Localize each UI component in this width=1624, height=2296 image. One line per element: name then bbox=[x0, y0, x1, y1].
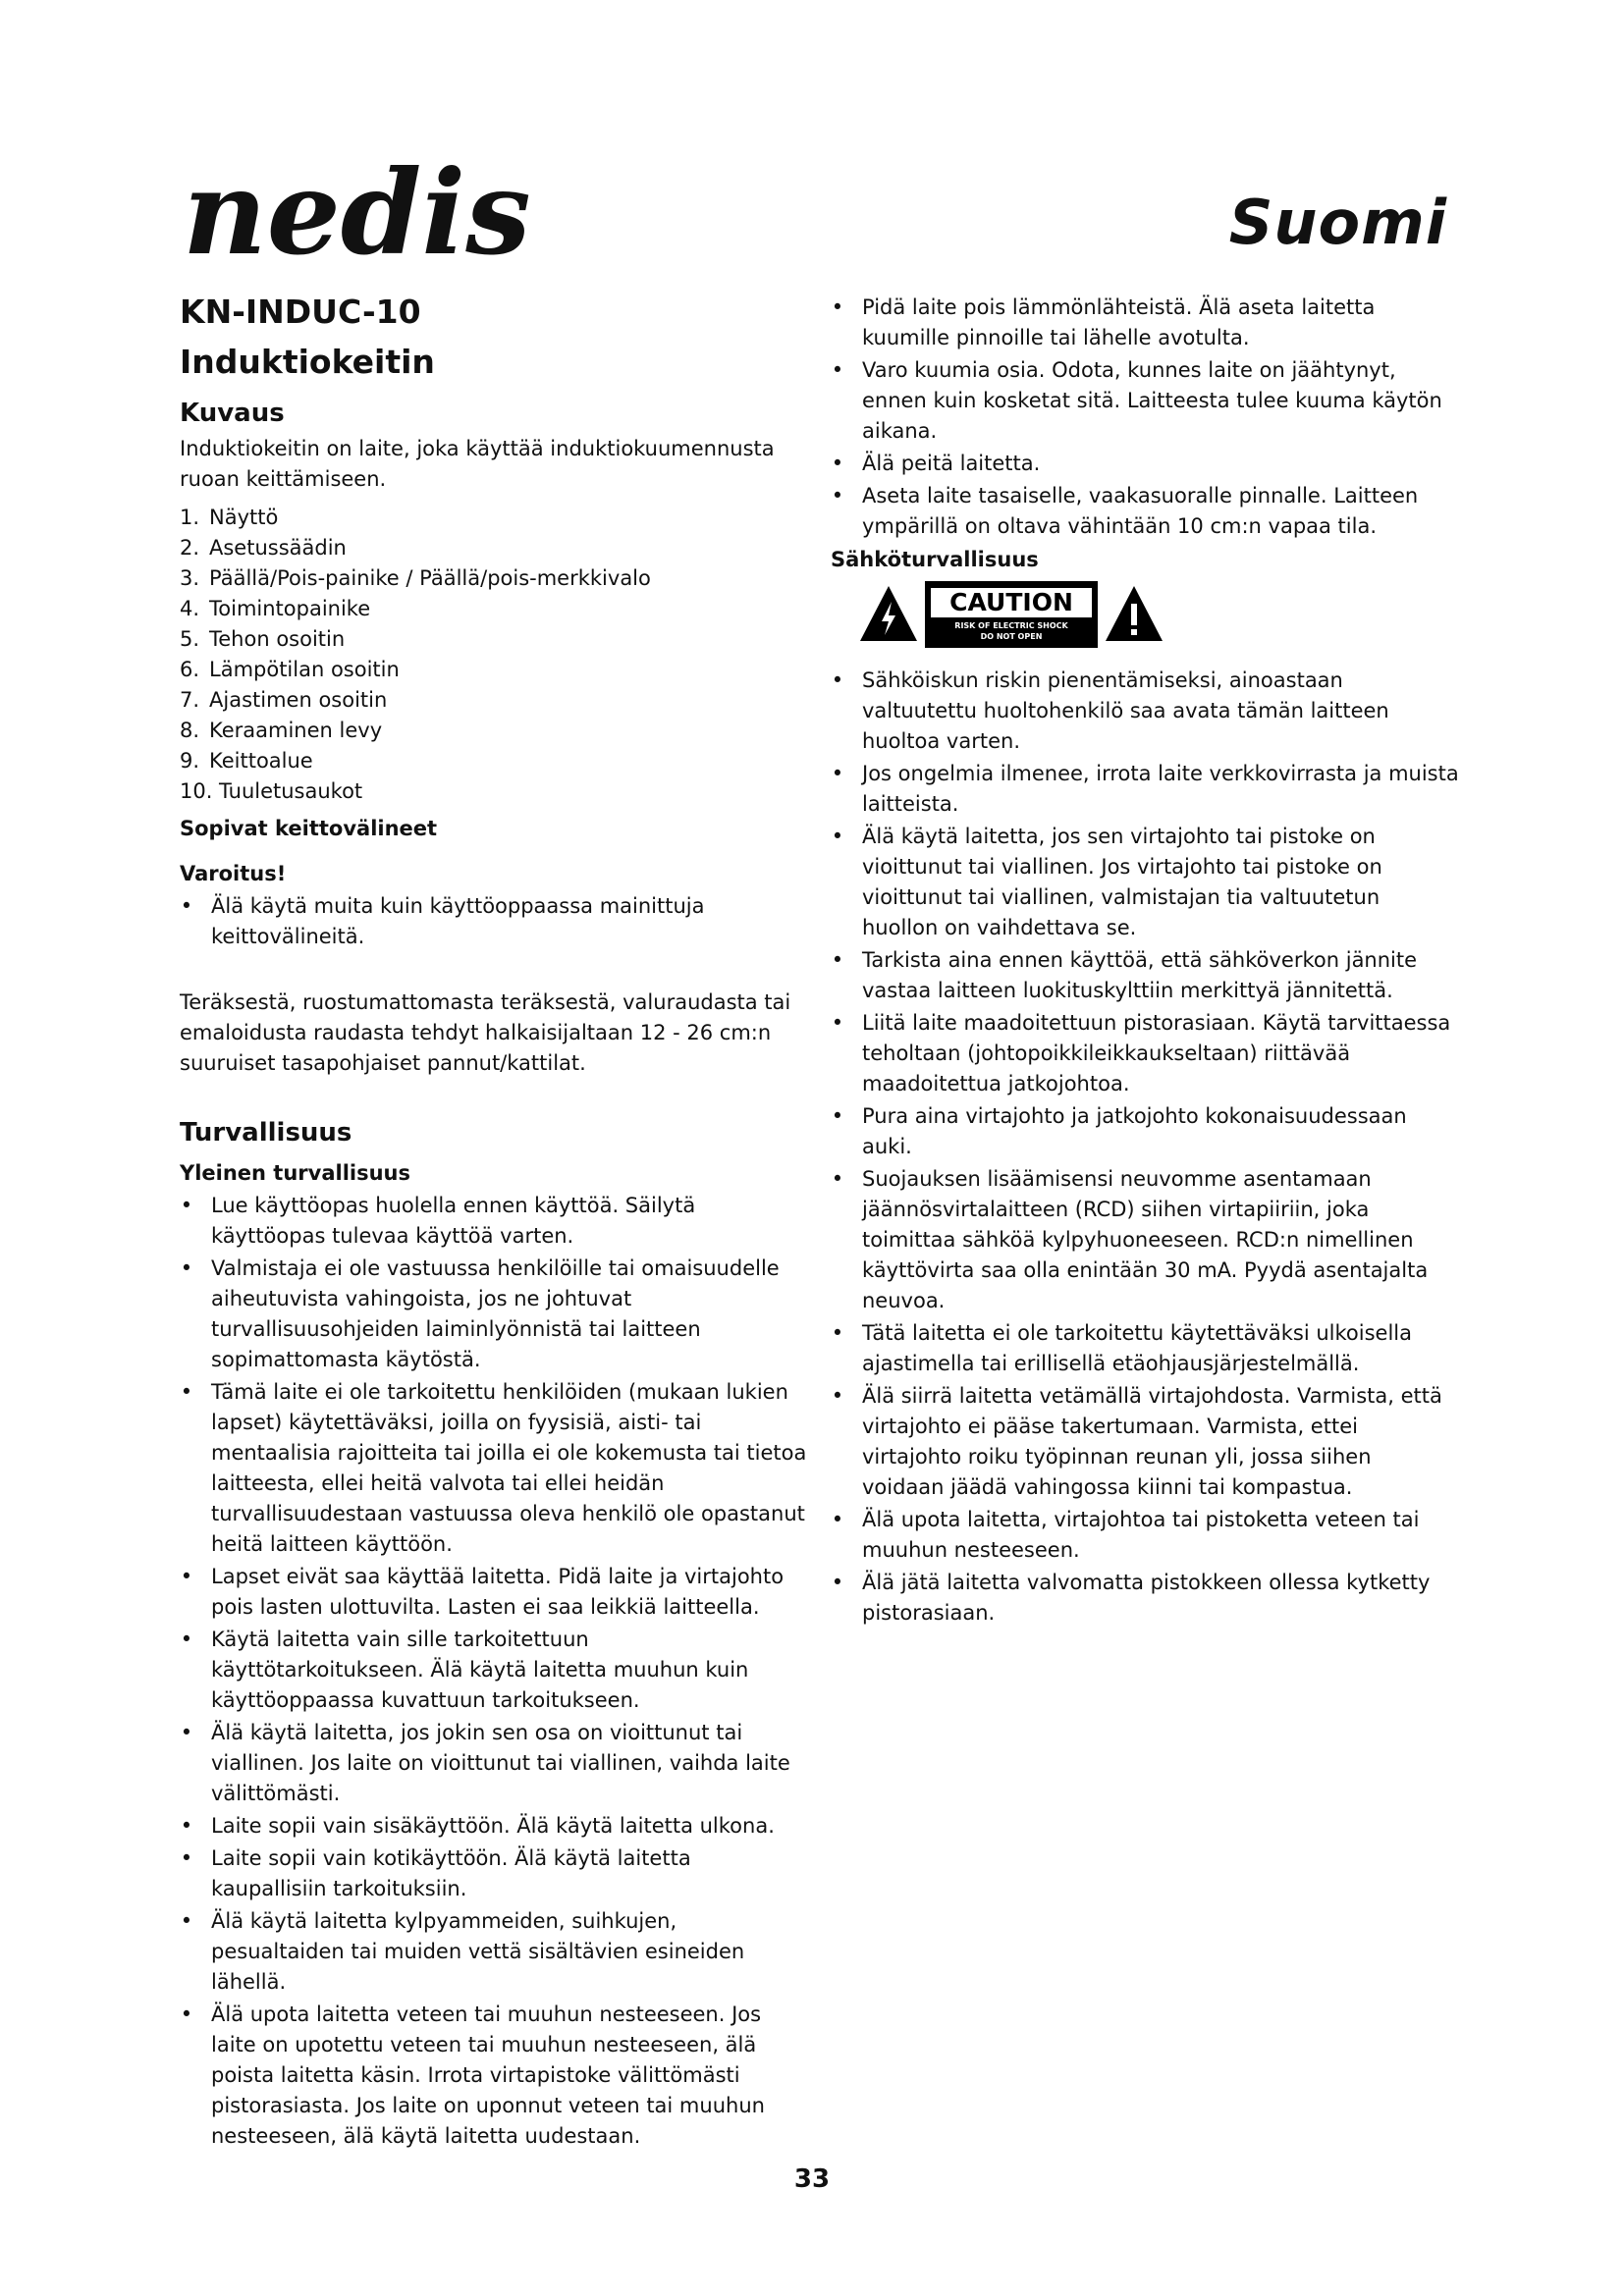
caution-line-1: RISK OF ELECTRIC SHOCK bbox=[954, 620, 1068, 630]
list-item: • Käytä laitetta vain sille tarkoitettuun käyttötarkoitukseen. Älä käytä laitetta muuhun kuin käyttöoppaassa kuvattuun tarkoitukseen. bbox=[180, 1628, 749, 1712]
cookware-heading: Sopivat keittovälineet bbox=[180, 817, 438, 840]
electric-safety-list bbox=[831, 666, 1459, 1629]
left-column bbox=[180, 293, 808, 2154]
safety-heading: Turvallisuus bbox=[180, 1118, 352, 1148]
list-item: • Pura aina virtajohto ja jatkojohto kokonaisuudessaan auki. bbox=[831, 1104, 1407, 1158]
caution-line-2: DO NOT OPEN bbox=[980, 631, 1043, 641]
list-item: • Jos ongelmia ilmenee, irrota laite verkkovirrasta ja muista laitteista. bbox=[831, 762, 1459, 816]
list-item: • Älä käytä laitetta, jos jokin sen osa on vioittunut tai viallinen. Jos laite on vioittunut tai viallinen, vaihda laite välittömästi. bbox=[180, 1721, 790, 1805]
list-item: • Älä upota laitetta veteen tai muuhun nesteeseen. Jos laite on upotettu veteen tai muuhun nesteeseen, älä poista laitetta käsin. Irrota virtapistoke välittömästi pistorasiasta. Jos laite on uponnut veteen tai muuhun nesteeseen, älä käytä laitetta uudestaan. bbox=[180, 2002, 765, 2148]
list-item: • Tämä laite ei ole tarkoitettu henkilöiden (mukaan lukien lapset) käytettäväksi, joilla on fyysisiä, aisti- tai mentaalisia rajoitteita tai joilla ei ole kokemusta tai tietoa laitteesta, ellei heitä valvota tai ellei heidän turvallisuudestaan vastuussa oleva henkilö ole opastanut heitä laitteen käyttöön. bbox=[180, 1380, 807, 1556]
list-item: • Liitä laite maadoitettuun pistorasiaan. Käytä tarvittaessa teholtaan (johtopoikkileikkaukseltaan) riittävää maadoitettua jatkojohtoa. bbox=[831, 1011, 1451, 1095]
caution-box bbox=[925, 581, 1098, 648]
electric-shock-warning-icon bbox=[858, 584, 919, 645]
list-item: • Tätä laitetta ei ole tarkoitettu käytettäväksi ulkoisella ajastimella tai erillisellä etäohjausjärjestelmällä. bbox=[831, 1321, 1412, 1375]
caution-label bbox=[858, 581, 1459, 648]
general-safety-heading: Yleinen turvallisuus bbox=[180, 1161, 410, 1185]
list-item: 9. Keittoalue bbox=[180, 749, 313, 773]
right-column bbox=[831, 293, 1459, 1630]
list-item: • Aseta laite tasaiselle, vaakasuoralle pinnalle. Laitteen ympärillä on oltava vähintään 10 cm:n vapaa tila. bbox=[831, 484, 1419, 538]
list-item: • Älä käytä muita kuin käyttöoppaassa mainittuja keittovälineitä. bbox=[180, 894, 705, 948]
list-item: • Pidä laite pois lämmönlähteistä. Älä aseta laitetta kuumille pinnoille tai lähelle avotulta. bbox=[831, 295, 1376, 349]
list-item: 7. Ajastimen osoitin bbox=[180, 688, 388, 712]
list-item: 5. Tehon osoitin bbox=[180, 627, 346, 651]
list-item: • Lapset eivät saa käyttää laitetta. Pidä laite ja virtajohto pois lasten ulottuvilta. Lasten ei saa leikkiä laitteella. bbox=[180, 1565, 785, 1619]
product-name: Induktiokeitin bbox=[180, 343, 435, 381]
list-item: • Älä peitä laitetta. bbox=[831, 452, 1041, 475]
description-intro: Induktiokeitin on laite, joka käyttää induktiokuumennusta ruoan keittämiseen. bbox=[180, 437, 775, 491]
list-item: • Älä käytä laitetta, jos sen virtajohto tai pistoke on vioittunut tai viallinen. Jos virtajohto tai pistoke on vioittunut tai viallinen, valmistajan tia valtuutetun huollon on vaihdettava se. bbox=[831, 825, 1382, 939]
list-item: 3. Päällä/Pois-painike / Päällä/pois-merkkivalo bbox=[180, 566, 651, 590]
list-item: • Suojauksen lisäämisensi neuvomme asentamaan jäännösvirtalaitteen (RCD) siihen virtapiiriin, joka toimittaa sähköä kylpyhuoneeseen. RCD:n nimellinen käyttövirta saa olla enintään 30 mA. Pyydä asentajalta neuvoa. bbox=[831, 1167, 1429, 1312]
list-item: • Sähköiskun riskin pienentämiseksi, ainoastaan valtuutettu huoltohenkilö saa avata tämän laitteen huoltoa varten. bbox=[831, 668, 1389, 753]
warning-list bbox=[180, 891, 808, 952]
list-item: 8. Keraaminen levy bbox=[180, 719, 383, 742]
list-item: 4. Toimintopainike bbox=[180, 597, 371, 620]
electric-safety-heading: Sähköturvallisuus bbox=[831, 548, 1039, 571]
description-heading: Kuvaus bbox=[180, 399, 285, 428]
model-number: KN-INDUC-10 bbox=[180, 293, 421, 331]
list-item: • Lue käyttöopas huolella ennen käyttöä. Säilytä käyttöopas tulevaa käyttöä varten. bbox=[180, 1194, 696, 1248]
list-item: • Älä jätä laitetta valvomatta pistokkeen ollessa kytketty pistorasiaan. bbox=[831, 1571, 1431, 1625]
caution-title: CAUTION bbox=[931, 588, 1092, 617]
list-item: • Varo kuumia osia. Odota, kunnes laite on jäähtynyt, ennen kuin kosketat sitä. Laitteesta tulee kuuma käytön aikana. bbox=[831, 358, 1442, 443]
general-safety-list bbox=[180, 1191, 808, 2152]
general-safety-list-continued bbox=[831, 293, 1459, 542]
list-item: • Laite sopii vain kotikäyttöön. Älä käytä laitetta kaupallisiin tarkoituksiin. bbox=[180, 1846, 691, 1900]
exclamation-warning-icon bbox=[1104, 584, 1164, 645]
nedis-logo-text: nedis bbox=[183, 147, 531, 275]
list-item: • Älä siirrä laitetta vetämällä virtajohdosta. Varmista, että virtajohto ei pääse takertumaan. Varmista, ettei virtajohto roiku työpinnan reunan yli, jossa siihen voidaan jäädä vahingossa kiinni tai kompastua. bbox=[831, 1384, 1442, 1499]
list-item: • Laite sopii vain sisäkäyttöön. Älä käytä laitetta ulkona. bbox=[180, 1814, 775, 1838]
parts-list bbox=[180, 503, 808, 807]
page-number: 33 bbox=[793, 2164, 831, 2194]
list-item: • Valmistaja ei ole vastuussa henkilöille tai omaisuudelle aiheutuvista vahingoista, jos ne johtuvat turvallisuusohjeiden laiminlyönnistä tai laitteen sopimattomasta käytöstä. bbox=[180, 1256, 780, 1371]
list-item: • Älä käytä laitetta kylpyammeiden, suihkujen, pesualtaiden tai muiden vettä sisältävien esineiden lähellä. bbox=[180, 1909, 745, 1994]
list-item: 1. Näyttö bbox=[180, 506, 279, 529]
warning-heading: Varoitus! bbox=[180, 862, 287, 885]
cookware-text: Teräksestä, ruostumattomasta teräksestä, valuraudasta tai emaloidusta raudasta tehdyt halkaisijaltaan 12 - 26 cm:n suuruiset tasapohjaiset pannut/kattilat. bbox=[180, 990, 791, 1075]
list-item: 6. Lämpötilan osoitin bbox=[180, 658, 400, 681]
list-item: 2. Asetussäädin bbox=[180, 536, 347, 560]
language-title: Suomi bbox=[1228, 187, 1447, 258]
list-item: 10. Tuuletusaukot bbox=[180, 779, 363, 803]
list-item: • Älä upota laitetta, virtajohtoa tai pistoketta veteen tai muuhun nesteeseen. bbox=[831, 1508, 1420, 1562]
list-item: • Tarkista aina ennen käyttöä, että sähköverkon jännite vastaa laitteen luokituskylttiin merkittyä jännitettä. bbox=[831, 948, 1418, 1002]
nedis-logo bbox=[175, 147, 636, 275]
